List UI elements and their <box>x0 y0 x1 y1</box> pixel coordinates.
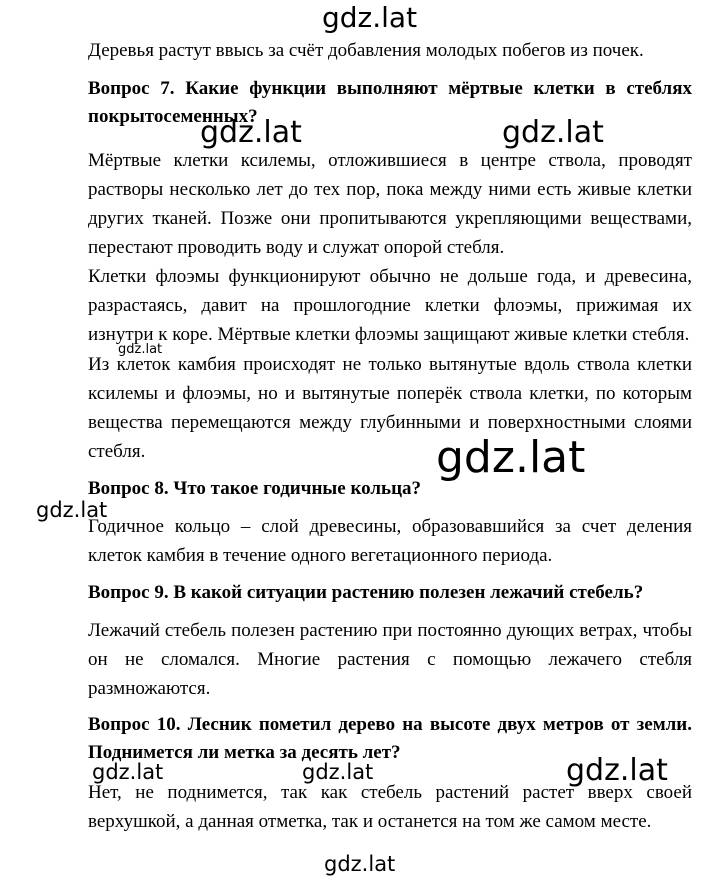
question-10: Вопрос 10. Лесник пометил дерево на высоте двух метров от земли. Поднимется ли метка за десять лет? <box>88 714 692 763</box>
watermark: gdz.lat <box>36 498 108 522</box>
watermark: gdz.lat <box>324 852 396 876</box>
answer-9: Лежачий стебель полезен растению при постоянно дующих ветрах, чтобы он не сломался. Многие растения с помощью лежачего стебля размножаются. <box>88 620 692 699</box>
question-8: Вопрос 8. Что такое годичные кольца? <box>88 478 422 499</box>
watermark: gdz.lat <box>118 342 163 357</box>
answer-7-paragraph-3: Из клеток камбия происходят не только вытянутые вдоль ствола клетки ксилемы и флоэмы, но и вытянутые поперёк ствола клетки, по которым вещества перемещаются между глубинными и поверхностными слоями стебля. <box>88 354 692 462</box>
watermark: gdz.lat <box>200 115 302 150</box>
watermark: gdz.lat <box>92 760 164 784</box>
question-7: Вопрос 7. Какие функции выполняют мёртвые клетки в стеблях покрытосеменных? <box>88 78 692 127</box>
watermark: gdz.lat <box>502 115 604 150</box>
answer-10: Нет, не поднимется, так как стебель растений растет вверх своей верхушкой, а данная отметка, так и останется на том же самом месте. <box>88 782 692 832</box>
answer-7-paragraph-2: Клетки флоэмы функционируют обычно не дольше года, и древесина, разрастаясь, давит на прошлогодние клетки флоэмы, прижимая их изнутри к коре. Мёртвые клетки флоэмы защищают живые клетки стебля. <box>88 266 692 345</box>
question-9: Вопрос 9. В какой ситуации растению полезен лежачий стебель? <box>88 582 644 603</box>
paragraph-intro: Деревья растут ввысь за счёт добавления молодых побегов из почек. <box>88 40 644 61</box>
watermark: gdz.lat <box>302 760 374 784</box>
answer-8: Годичное кольцо – слой древесины, образовавшийся за счет деления клеток камбия в течение одного вегетационного периода. <box>88 516 692 566</box>
answer-7-paragraph-1: Мёртвые клетки ксилемы, отложившиеся в центре ствола, проводят растворы несколько лет до тех пор, пока между ними есть живые клетки других тканей. Позже они пропитываются укрепляющими веществами, перестают проводить воду и служат опорой стебля. <box>88 150 692 258</box>
watermark: gdz.lat <box>566 753 668 788</box>
watermark: gdz.lat <box>436 432 586 483</box>
watermark: gdz.lat <box>322 1 418 34</box>
